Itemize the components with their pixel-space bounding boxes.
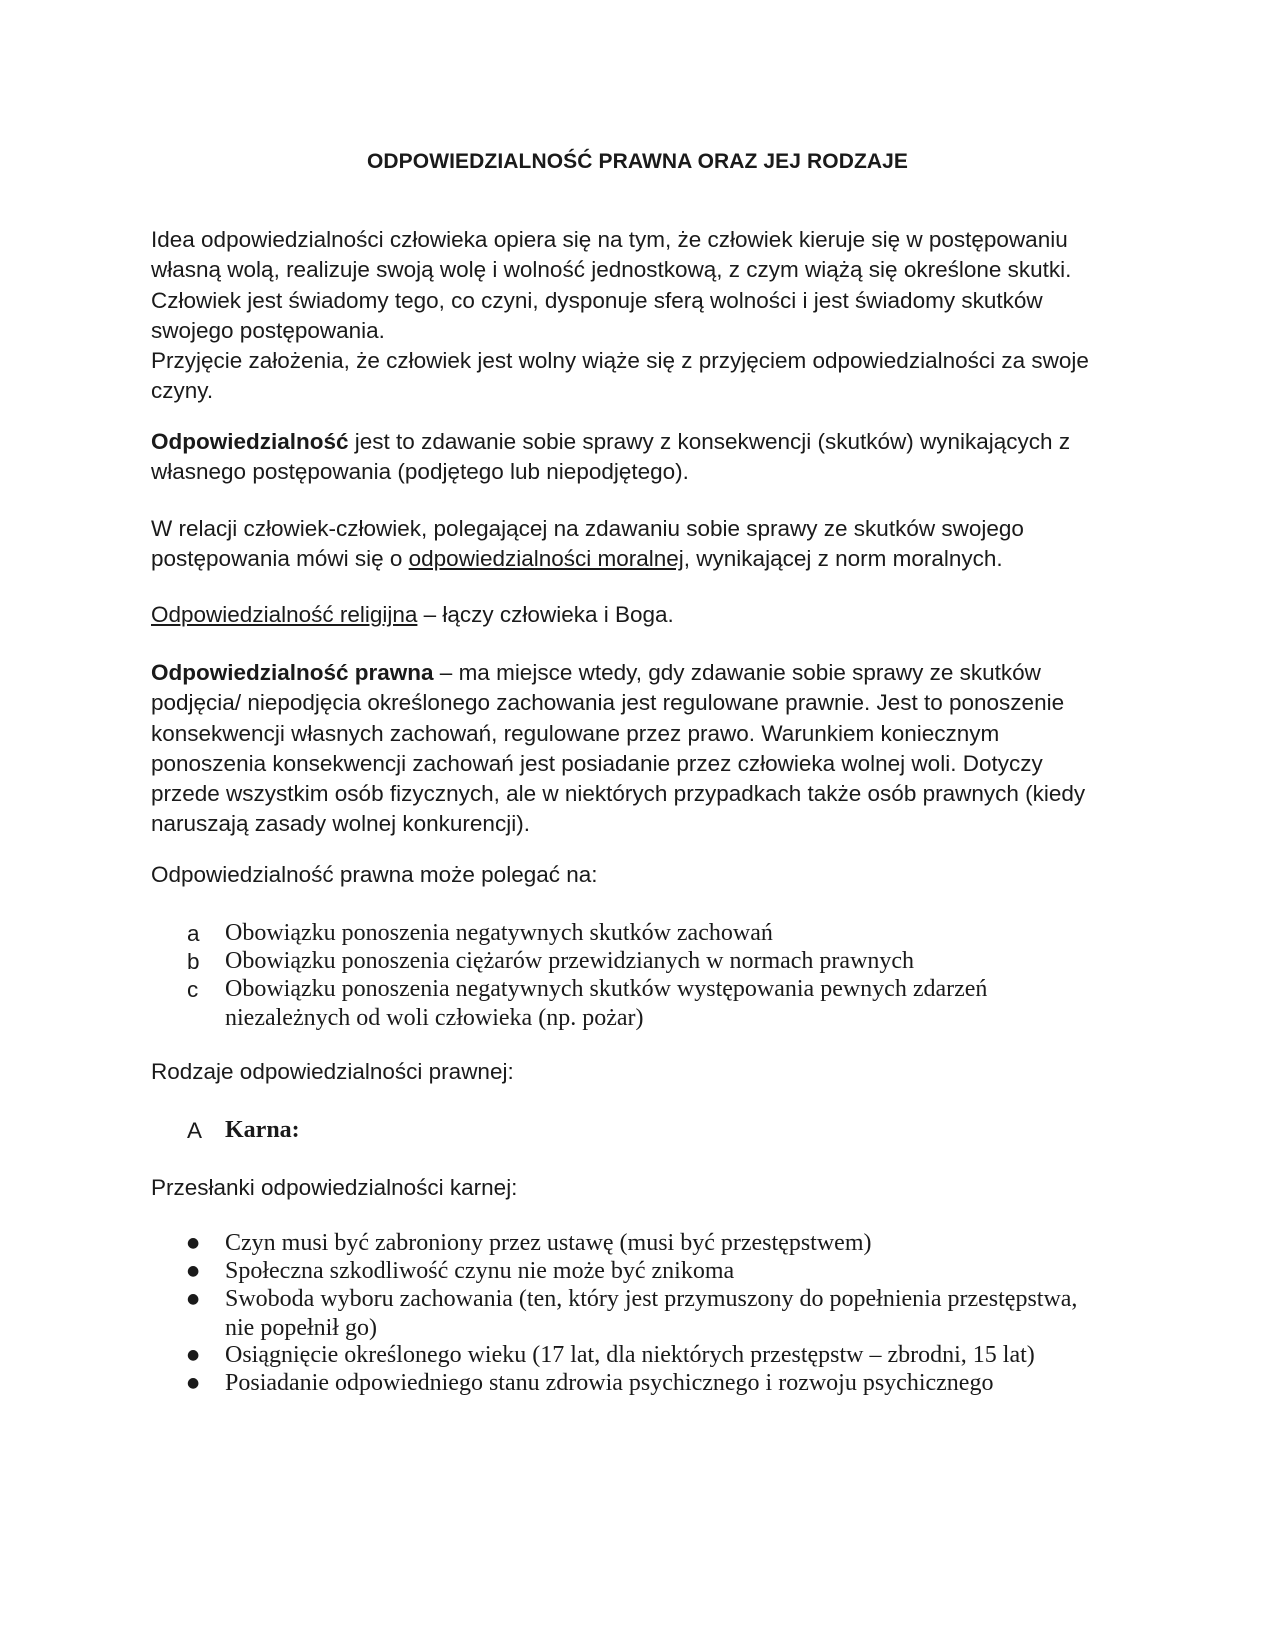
legal-text: przede wszystkim osób fizycznych, ale w niektórych przypadkach także osób prawnych (kiedy <box>151 781 1086 807</box>
list-item-text: Obowiązku ponoszenia ciężarów przewidzianych w normach prawnych <box>225 948 915 974</box>
consists-heading: Odpowiedzialność prawna może polegać na: <box>151 862 598 887</box>
bullet-icon: ● <box>187 1263 200 1279</box>
moral-text: postępowania mówi się o <box>151 546 409 572</box>
intro-line: Idea odpowiedzialności człowieka opiera się na tym, że człowiek kieruje się w postępowaniu <box>151 227 1068 252</box>
list-item-text: Obowiązku ponoszenia negatywnych skutków zachowań <box>225 920 773 946</box>
list-item-text: Swoboda wyboru zachowania (ten, który jest przymuszony do popełnienia przestępstwa, <box>225 1286 1078 1312</box>
list-item-text: Społeczna szkodliwość czynu nie może być znikoma <box>225 1258 735 1284</box>
legal-text: – ma miejsce wtedy, gdy zdawanie sobie sprawy ze skutków <box>433 660 1041 685</box>
intro-line: Przyjęcie założenia, że człowiek jest wolny wiąże się z przyjęciem odpowiedzialności za swoje <box>151 348 1089 374</box>
legal-text: ponoszenia konsekwencji zachowań jest posiadanie przez człowieka wolnej woli. Dotyczy <box>151 750 1043 776</box>
religious-responsibility-term: Odpowiedzialność religijna <box>151 602 418 627</box>
list-item-text: niezależnych od woli człowieka (np. pożar) <box>225 1005 644 1031</box>
bullet-icon: ● <box>187 1375 200 1391</box>
definition-text: własnego postępowania (podjętego lub niepodjętego). <box>151 459 689 485</box>
intro-paragraph <box>151 225 1131 407</box>
legal-text: naruszają zasady wolnej konkurencji). <box>151 811 530 837</box>
definition-text: jest to zdawanie sobie sprawy z konsekwencji (skutków) wynikających z <box>348 429 1071 454</box>
definition-paragraph <box>151 427 1131 488</box>
legal-paragraph <box>151 658 1131 840</box>
list-item-text: Posiadanie odpowiedniego stanu zdrowia psychicznego i rozwoju psychicznego <box>225 1370 994 1396</box>
moral-text: , wynikającej z norm moralnych. <box>683 546 1003 572</box>
premises-heading: Przesłanki odpowiedzialności karnej: <box>151 1175 518 1200</box>
list-item-text: nie popełnił go) <box>225 1315 377 1341</box>
list-marker: b <box>187 949 200 974</box>
moral-paragraph <box>151 514 1131 575</box>
religious-text: – łączy człowieka i Boga. <box>417 602 674 627</box>
intro-line: czyny. <box>151 378 214 404</box>
types-heading: Rodzaje odpowiedzialności prawnej: <box>151 1059 514 1084</box>
religious-paragraph <box>151 600 1131 630</box>
page-title: ODPOWIEDZIALNOŚĆ PRAWNA ORAZ JEJ RODZAJE <box>366 150 909 173</box>
list-marker: c <box>187 977 199 1002</box>
definition-term: Odpowiedzialność <box>151 429 349 454</box>
moral-text: W relacji człowiek-człowiek, polegającej na zdawaniu sobie sprawy ze skutków swojego <box>151 516 1024 541</box>
list-marker: a <box>187 921 200 946</box>
list-item-text: Obowiązku ponoszenia negatywnych skutków występowania pewnych zdarzeń <box>225 976 988 1002</box>
legal-responsibility-term: Odpowiedzialność prawna <box>151 660 434 685</box>
type-label: Karna: <box>225 1117 300 1143</box>
intro-line: własną wolą, realizuje swoją wolę i wolność jednostkową, z czym wiążą się określone skutki. <box>151 257 1072 283</box>
bullet-icon: ● <box>187 1347 200 1363</box>
bullet-icon: ● <box>187 1235 200 1251</box>
type-marker: A <box>187 1118 203 1143</box>
bullet-icon: ● <box>187 1291 200 1307</box>
legal-text: konsekwencji własnych zachowań, regulowane przez prawo. Warunkiem koniecznym <box>151 720 1000 746</box>
list-item-text: Czyn musi być zabroniony przez ustawę (musi być przestępstwem) <box>225 1230 872 1256</box>
intro-line: Człowiek jest świadomy tego, co czyni, dysponuje sferą wolności i jest świadomy skutków <box>151 287 1043 313</box>
moral-responsibility-term: odpowiedzialności moralnej <box>408 546 684 572</box>
list-item-text: Osiągnięcie określonego wieku (17 lat, dla niektórych przestępstw – zbrodni, 15 lat) <box>225 1342 1035 1368</box>
intro-line: swojego postępowania. <box>151 317 385 343</box>
legal-text: podjęcia/ niepodjęcia określonego zachowania jest regulowane prawnie. Jest to ponoszenie <box>151 690 1065 716</box>
